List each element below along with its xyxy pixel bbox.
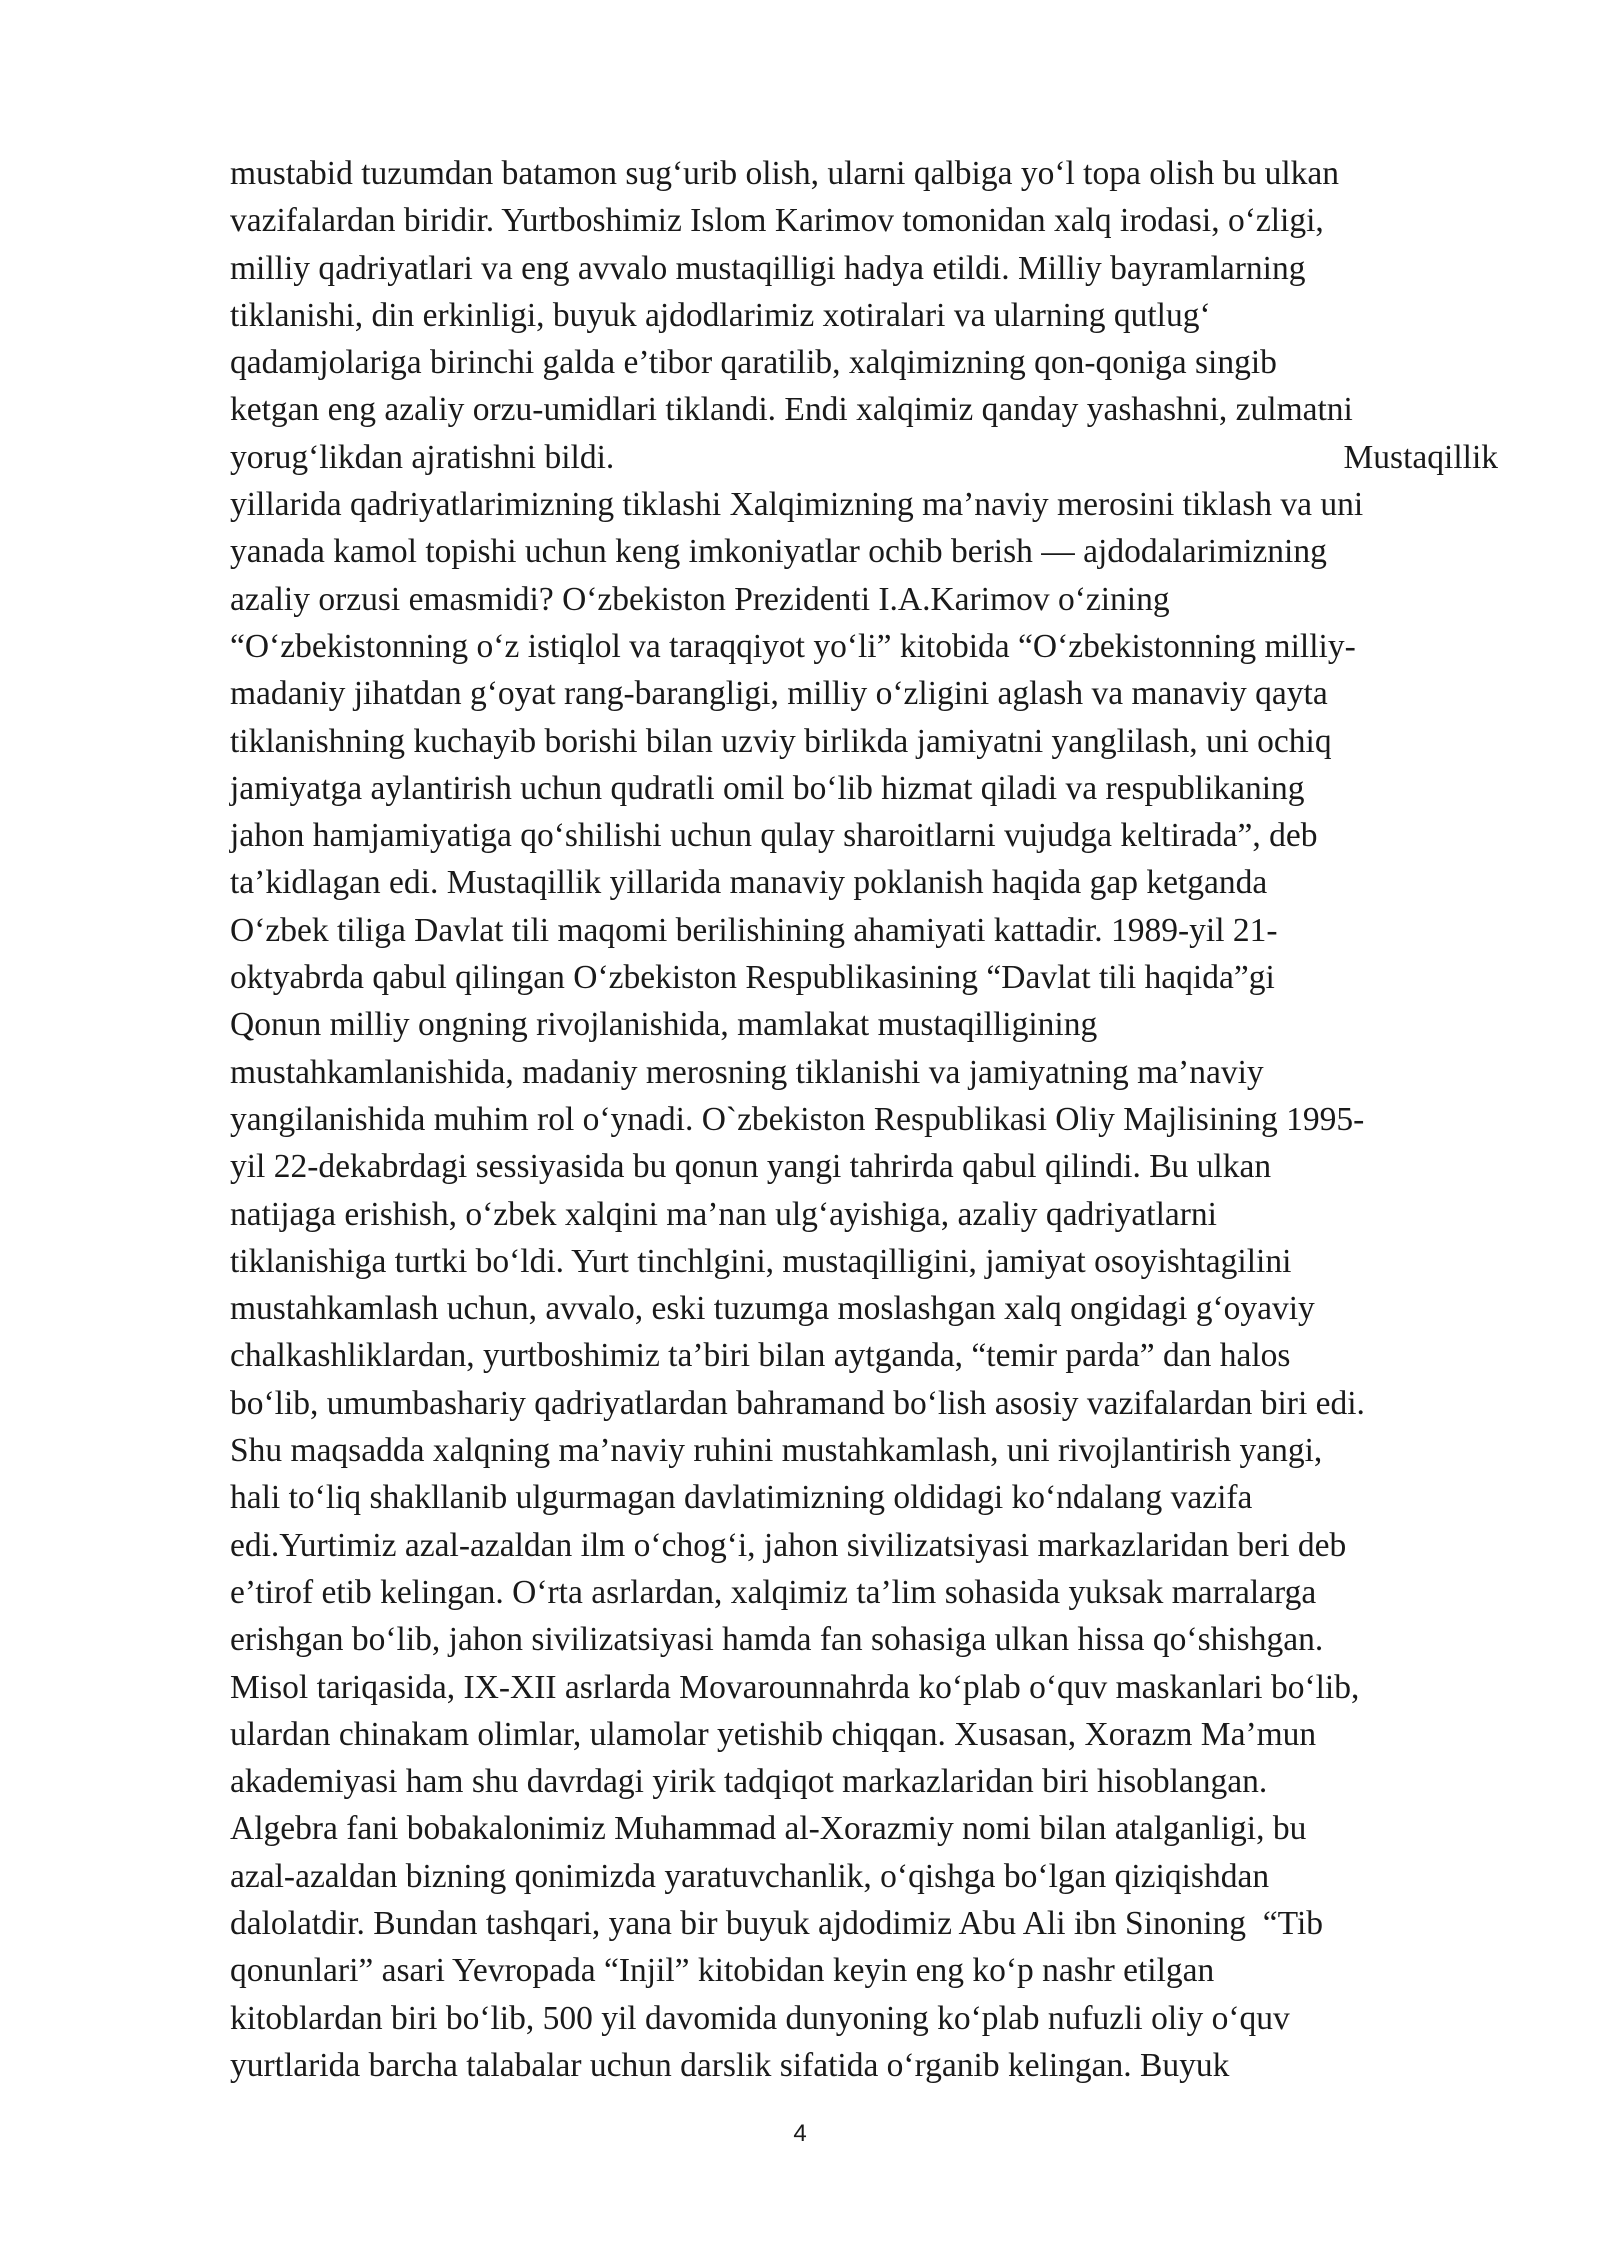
body-paragraph (230, 150, 1498, 2089)
text-line: yangilanishida muhim rol o‘ynadi. O`zbekiston Respublikasi Oliy Majlisining 1995- (230, 1100, 1365, 1138)
text-line: vazifalardan biridir. Yurtboshimiz Islom Karimov tomonidan xalq irodasi, o‘zligi, (230, 202, 1324, 240)
text-line: tiklanishning kuchayib borishi bilan uzviy birlikda jamiyatni yanglilash, uni ochiq (230, 722, 1332, 760)
text-line: natijaga erishish, o‘zbek xalqini ma’nan ulg‘ayishiga, azaliy qadriyatlarni (230, 1195, 1217, 1233)
text-line (230, 434, 1498, 481)
text-line: yillarida qadriyatlarimizning tiklashi Xalqimizning ma’naviy merosini tiklash va uni (230, 486, 1364, 524)
text-line: Shu maqsadda xalqning ma’naviy ruhini mustahkamlash, uni rivojlantirish yangi, (230, 1432, 1323, 1470)
text-line: “O‘zbekistonning o‘z istiqlol va taraqqiyot yo‘li” kitobida “O‘zbekistonning milliy- (230, 627, 1356, 665)
text-line: jamiyatga aylantirish uchun qudratli omil bo‘lib hizmat qiladi va respublikaning (230, 769, 1305, 807)
text-line: ketgan eng azaliy orzu-umidlari tiklandi. Endi xalqimiz qanday yashashni, zulmatni (230, 391, 1353, 429)
text-line: akademiyasi ham shu davrdagi yirik tadqiqot markazlaridan biri hisoblangan. (230, 1763, 1268, 1801)
text-line: jahon hamjamiyatiga qo‘shilishi uchun qulay sharoitlarni vujudga keltirada”, deb (230, 817, 1318, 855)
page-number: 4 (793, 2120, 807, 2147)
text-line: azaliy orzusi emasmidi? O‘zbekiston Prezidenti I.A.Karimov o‘zining (230, 580, 1170, 618)
text-line: tiklanishiga turtki bo‘ldi. Yurt tinchlgini, mustaqilligini, jamiyat osoyishtagilini (230, 1242, 1292, 1280)
text-line: kitoblardan biri bo‘lib, 500 yil davomida dunyoning ko‘plab nufuzli oliy o‘quv (230, 1999, 1290, 2037)
text-line: edi.Yurtimiz azal-azaldan ilm o‘chog‘i, jahon sivilizatsiyasi markazlaridan beri deb (230, 1526, 1347, 1564)
text-line: Qonun milliy ongning rivojlanishida, mamlakat mustaqilligining (230, 1006, 1098, 1044)
text-line: ulardan chinakam olimlar, ulamolar yetishib chiqqan. Xusasan, Xorazm Ma’mun (230, 1715, 1317, 1753)
text-line: chalkashliklardan, yurtboshimiz ta’biri bilan aytganda, “temir parda” dan halos (230, 1337, 1291, 1375)
text-line: Misol tariqasida, IX-XII asrlarda Movarounnahrda ko‘plab o‘quv maskanlari bo‘lib, (230, 1668, 1360, 1706)
text-line: mustabid tuzumdan batamon sug‘urib olish, ularni qalbiga yo‘l topa olish bu ulkan (230, 155, 1340, 192)
text-line: ta’kidlagan edi. Mustaqillik yillarida manaviy poklanish haqida gap ketganda (230, 864, 1268, 902)
text-line: yil 22-dekabrdagi sessiyasida bu qonun yangi tahrirda qabul qilindi. Bu ulkan (230, 1148, 1272, 1186)
text-line: Algebra fani bobakalonimiz Muhammad al-Xorazmiy nomi bilan atalganligi, bu (230, 1810, 1307, 1848)
text-line: qonunlari” asari Yevropada “Injil” kitobidan keyin eng ko‘p nashr etilgan (230, 1952, 1215, 1990)
text-line: madaniy jihatdan g‘oyat rang-barangligi, milliy o‘zligini aglash va manaviy qayta (230, 675, 1328, 713)
text-line: hali to‘liq shakllanib ulgurmagan davlatimizning oldidagi ko‘ndalang vazifa (230, 1479, 1253, 1517)
text-line: bo‘lib, umumbashariy qadriyatlardan bahramand bo‘lish asosiy vazifalardan biri edi. (230, 1384, 1365, 1422)
text-line: e’tirof etib kelingan. O‘rta asrlardan, xalqimiz ta’lim sohasida yuksak marralarga (230, 1573, 1317, 1611)
text-fragment: Mustaqillik (1343, 438, 1498, 476)
text-line: azal-azaldan bizning qonimizda yaratuvchanlik, o‘qishga bo‘lgan qiziqishdan (230, 1857, 1270, 1895)
text-line: dalolatdir. Bundan tashqari, yana bir buyuk ajdodimiz Abu Ali ibn Sinoning “Tib (230, 1904, 1324, 1942)
text-fragment: yorug‘likdan ajratishni bildi. (230, 438, 615, 476)
text-line: mustahkamlanishida, madaniy merosning tiklanishi va jamiyatning ma’naviy (230, 1053, 1264, 1091)
text-line: yurtlarida barcha talabalar uchun darslik sifatida o‘rganib kelingan. Buyuk (230, 2046, 1230, 2084)
text-line: oktyabrda qabul qilingan O‘zbekiston Respublikasining “Davlat tili haqida”gi (230, 959, 1275, 997)
text-line: mustahkamlash uchun, avvalo, eski tuzumga moslashgan xalq ongidagi g‘oyaviy (230, 1290, 1315, 1328)
text-line: qadamjolariga birinchi galda e’tibor qaratilib, xalqimizning qon-qoniga singib (230, 344, 1277, 382)
text-line: milliy qadriyatlari va eng avvalo mustaqilligi hadya etildi. Milliy bayramlarning (230, 249, 1306, 287)
text-line: O‘zbek tiliga Davlat tili maqomi berilishining ahamiyati kattadir. 1989-yil 21- (230, 911, 1278, 949)
text-line: yanada kamol topishi uchun keng imkoniyatlar ochib berish — ajdodalarimizning (230, 533, 1327, 571)
text-line: erishgan bo‘lib, jahon sivilizatsiyasi hamda fan sohasiga ulkan hissa qo‘shishgan. (230, 1621, 1324, 1659)
text-line: tiklanishi, din erkinligi, buyuk ajdodlarimiz xotiralari va ularning qutlug‘ (230, 296, 1211, 334)
